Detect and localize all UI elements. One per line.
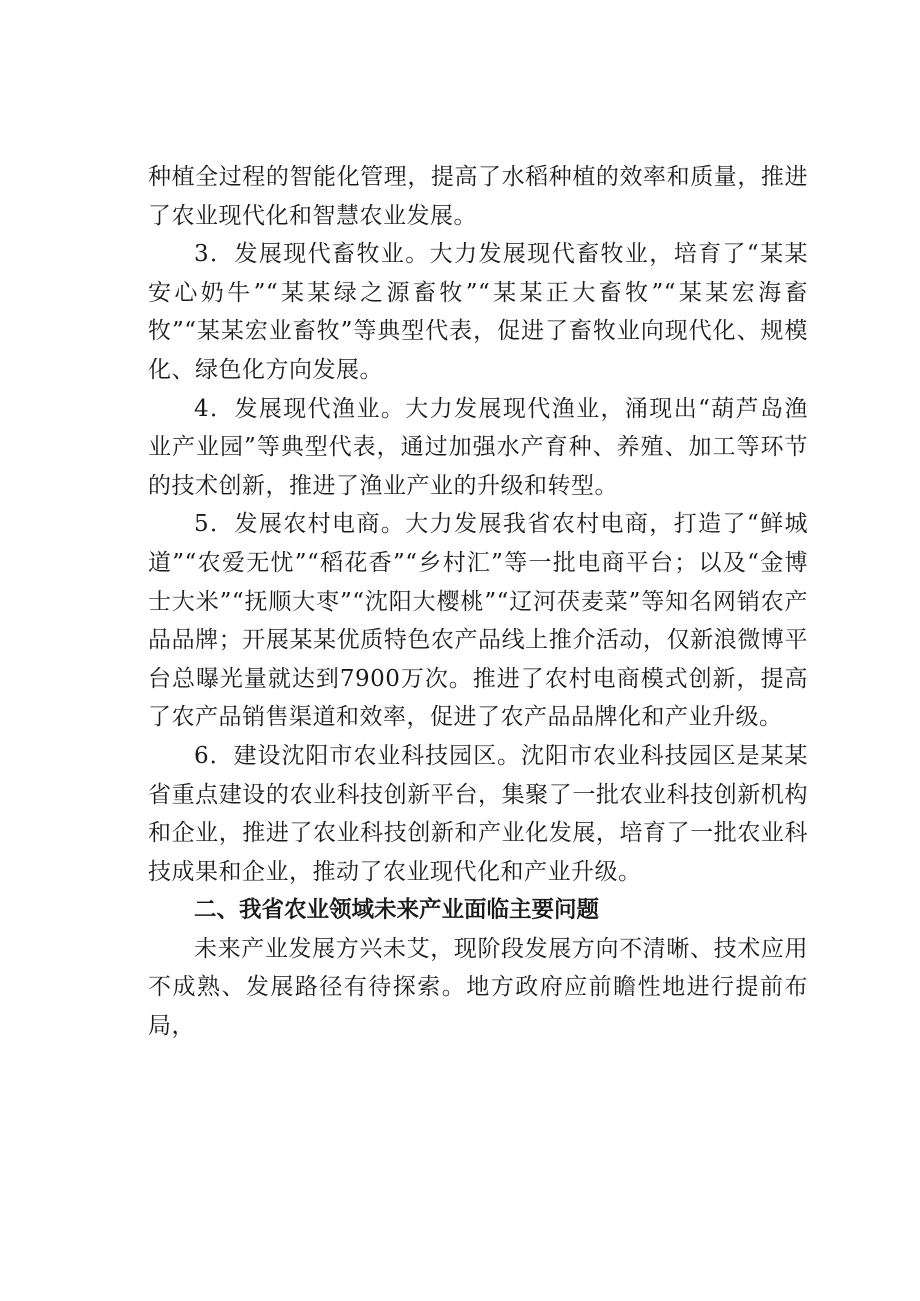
paragraph-item-5: 5．发展农村电商。大力发展我省农村电商，打造了“鲜城道”“农爱无忧”“稻花香”“乡村汇”等一批电商平台；以及“金博士大米”“抚顺大枣”“沈阳大樱桃”“辽河茯麦菜”等知名网销农产品品牌；开展某某优质特色农产品线上推介活动，仅新浪微博平台总曝光量就达到7900万次。推进了农村电商模式创新，提高了农产品销售渠道和效率，促进了农产品品牌化和产业升级。 bbox=[148, 511, 808, 731]
paragraph-continuation: 种植全过程的智能化管理，提高了水稻种植的效率和质量，推进了农业现代化和智慧农业发展。 bbox=[148, 164, 808, 229]
section-heading: 二、我省农业领域未来产业面临主要问题 bbox=[194, 897, 600, 924]
document-body bbox=[148, 158, 808, 1046]
paragraph-item-3: 3．发展现代畜牧业。大力发展现代畜牧业，培育了“某某安心奶牛”“某某绿之源畜牧”“某某正大畜牧”“某某宏海畜牧”“某某宏业畜牧”等典型代表，促进了畜牧业向现代化、规模化、绿色化方向发展。 bbox=[148, 241, 808, 383]
paragraph-section-intro: 未来产业发展方兴未艾，现阶段发展方向不清晰、技术应用不成熟、发展路径有待探索。地方政府应前瞻性地进行提前布局， bbox=[148, 935, 808, 1040]
paragraph-item-4: 4．发展现代渔业。大力发展现代渔业，涌现出“葫芦岛渔业产业园”等典型代表，通过加强水产育种、养殖、加工等环节的技术创新，推进了渔业产业的升级和转型。 bbox=[148, 395, 808, 499]
paragraph-item-6: 6．建设沈阳市农业科技园区。沈阳市农业科技园区是某某省重点建设的农业科技创新平台，集聚了一批农业科技创新机构和企业，推进了农业科技创新和产业化发展，培育了一批农业科技成果和企业，推动了农业现代化和产业升级。 bbox=[148, 742, 808, 885]
